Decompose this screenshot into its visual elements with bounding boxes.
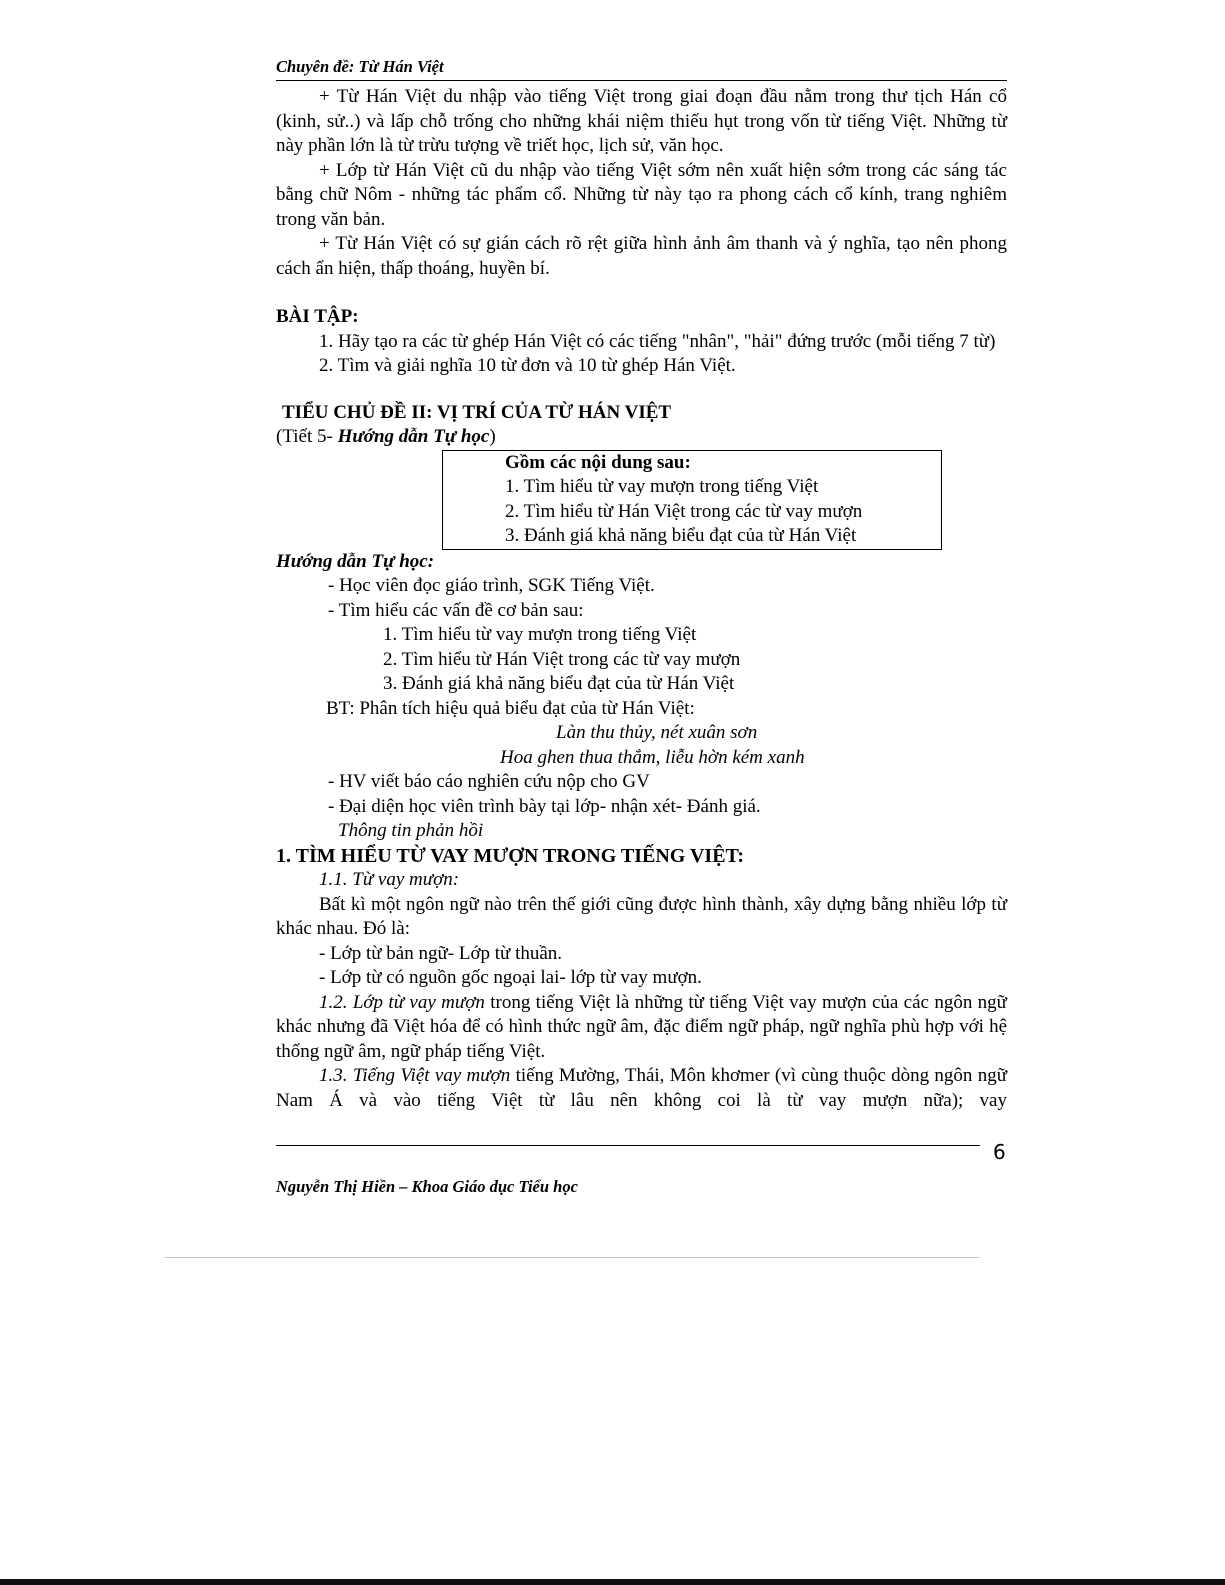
box-title: Gồm các nội dung sau: bbox=[505, 451, 691, 473]
bt-line: BT: Phân tích hiệu quả biểu đạt của từ Hán Việt: bbox=[326, 697, 695, 719]
intro-paragraph-2: + Lớp từ Hán Việt cũ du nhập vào tiếng Việt sớm nên xuất hiện sớm trong các sáng tác bằng chữ Nôm - những tác phẩm cổ. Những từ này tạo ra phong cách cổ kính, trang nghiêm trong văn bản. bbox=[276, 159, 1007, 230]
guide-line: - Đại diện học viên trình bày tại lớp- nhận xét- Đánh giá. bbox=[328, 795, 761, 817]
intro-paragraph-1: + Từ Hán Việt du nhập vào tiếng Việt trong giai đoạn đầu nằm trong thư tịch Hán cổ (kinh, sử..) và lấp chỗ trống cho những khái niệm thiếu hụt trong vốn từ tiếng Việt. Những từ này phần lớn là từ trừu tượng về triết học, lịch sử, văn học. bbox=[276, 86, 1007, 156]
content-summary-box bbox=[442, 450, 942, 550]
guide-line: - Tìm hiểu các vấn đề cơ bản sau: bbox=[328, 599, 584, 621]
page-content bbox=[276, 85, 1007, 1113]
exercise-heading: BÀI TẬP: bbox=[276, 306, 359, 327]
guide-line: - HV viết báo cáo nghiên cứu nộp cho GV bbox=[328, 771, 650, 792]
section-1-paragraph-2 bbox=[276, 991, 1007, 1065]
box-item: 3. Đánh giá khả năng biểu đạt của từ Hán Việt bbox=[505, 525, 857, 546]
section-1-heading: 1. TÌM HIỂU TỪ VAY MƯỢN TRONG TIẾNG VIỆT: bbox=[276, 844, 745, 867]
exercise-item-1: 1. Hãy tạo ra các từ ghép Hán Việt có các tiếng "nhân", "hải" đứng trước (mỗi tiếng 7 từ) bbox=[319, 330, 996, 352]
feedback-label: Thông tin phản hồi bbox=[338, 820, 484, 841]
guide-heading: Hướng dẫn Tự học: bbox=[276, 550, 435, 572]
box-item: 2. Tìm hiểu từ Hán Việt trong các từ vay mượn bbox=[505, 500, 863, 522]
guide-sub-item: 2. Tìm hiểu từ Hán Việt trong các từ vay mượn bbox=[383, 648, 741, 670]
header-title: Chuyên đề: Từ Hán Việt bbox=[276, 57, 444, 76]
intro-paragraph-3: + Từ Hán Việt có sự gián cách rõ rệt giữa hình ảnh âm thanh và ý nghĩa, tạo nên phong cách ẩn hiện, thấp thoáng, huyền bí. bbox=[276, 233, 1007, 279]
section-1-paragraph-1: Bất kì một ngôn ngữ nào trên thế giới cũng được hình thành, xây dựng bằng nhiều lớp từ khác nhau. Đó là: bbox=[276, 893, 1007, 939]
subsection-1-1: 1.1. Từ vay mượn: bbox=[319, 869, 460, 890]
paragraph-3-text: tiếng Mường, Thái, Môn khơmer (vì cùng thuộc dòng ngôn ngữ Nam Á và vào tiếng Việt từ lâu nên không coi là từ vay mượn nữa); vay bbox=[276, 1065, 1007, 1111]
page-number: 6 bbox=[993, 1140, 1006, 1164]
guide-sub-item: 1. Tìm hiểu từ vay mượn trong tiếng Việt bbox=[383, 624, 697, 645]
lesson-line bbox=[276, 425, 1007, 450]
paragraph-3-label: 1.3. Tiếng Việt vay mượn bbox=[319, 1065, 511, 1086]
poem-line-1: Làn thu thủy, nét xuân sơn bbox=[556, 722, 758, 743]
topic-heading: TIỂU CHỦ ĐỀ II: VỊ TRÍ CỦA TỪ HÁN VIỆT bbox=[282, 401, 672, 423]
lesson-suffix: ) bbox=[489, 426, 496, 447]
lesson-mode: Hướng dẫn Tự học bbox=[337, 426, 490, 447]
section-1-paragraph-3 bbox=[276, 1064, 1007, 1113]
guide-sub-item: 3. Đánh giá khả năng biểu đạt của từ Hán Việt bbox=[383, 673, 735, 694]
page-edge-divider bbox=[164, 1257, 980, 1258]
guide-line: - Học viên đọc giáo trình, SGK Tiếng Việt. bbox=[328, 575, 655, 596]
poem-line-2: Hoa ghen thua thắm, liễu hờn kém xanh bbox=[500, 746, 805, 768]
header-rule bbox=[276, 80, 1007, 81]
footer-author: Nguyễn Thị Hiền – Khoa Giáo dục Tiểu học bbox=[276, 1177, 578, 1196]
exercise-item-2: 2. Tìm và giải nghĩa 10 từ đơn và 10 từ ghép Hán Việt. bbox=[319, 355, 736, 376]
footer-rule bbox=[276, 1145, 980, 1146]
lesson-prefix: (Tiết 5- bbox=[276, 426, 338, 447]
paragraph-2-label: 1.2. Lớp từ vay mượn bbox=[319, 991, 485, 1013]
layer-item: - Lớp từ có nguồn gốc ngoại lai- lớp từ vay mượn. bbox=[319, 967, 702, 988]
box-item: 1. Tìm hiểu từ vay mượn trong tiếng Việt bbox=[505, 476, 819, 497]
paragraph-2-text: trong tiếng Việt là những từ tiếng Việt vay mượn của các ngôn ngữ khác nhưng đã Việt hóa để có hình thức ngữ âm, đặc điểm ngữ pháp, ngữ nghĩa phù hợp với hệ thống ngữ âm, ngữ pháp tiếng Việt. bbox=[276, 991, 1007, 1062]
layer-item: - Lớp từ bản ngữ- Lớp từ thuần. bbox=[319, 942, 563, 964]
bottom-edge-bar bbox=[0, 1579, 1225, 1585]
